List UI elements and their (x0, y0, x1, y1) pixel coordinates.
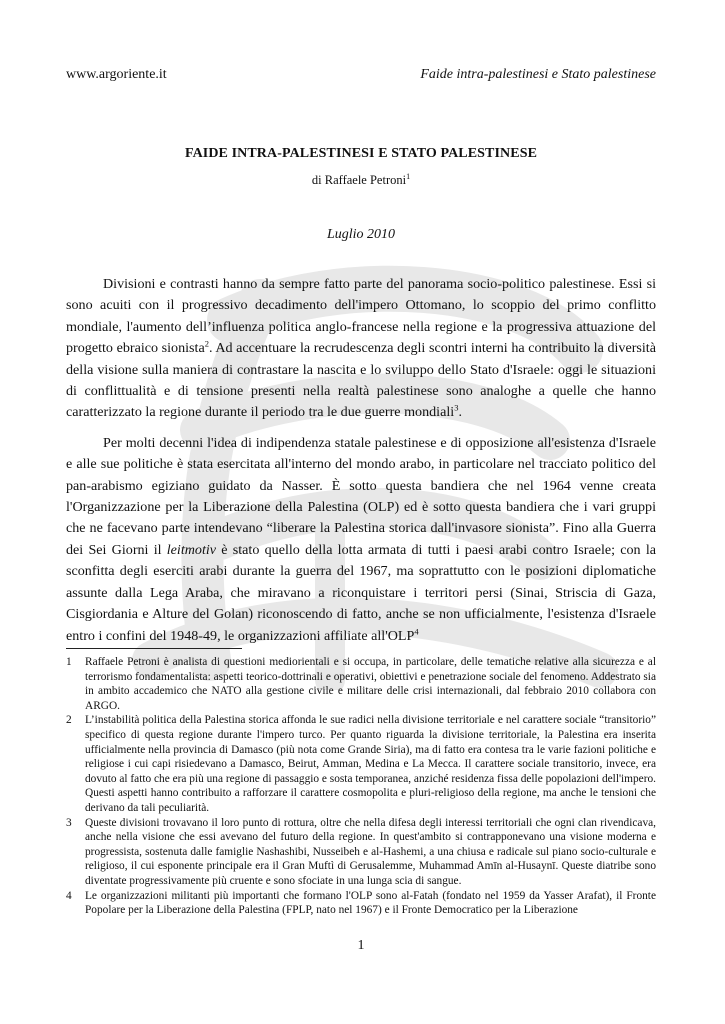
footnote-number: 1 (66, 656, 72, 668)
footnote-ref-4[interactable]: 4 (414, 625, 419, 636)
footnote-2 (66, 713, 656, 815)
footnote-number: 4 (66, 889, 72, 902)
paragraph-1-text-b: . Ad accentuare la recrudescenza degli scontri interni ha contribuito la diversità della visione sulla maniera di contrastare la nascita e lo sviluppo dello Stato d'Israele: oggi le situazioni di conflittualità e di tensione presenti nella realtà palestinese sono analoghe a quelle che hanno caratterizzato la regione durante il periodo tra le due guerre mondiali (66, 340, 656, 421)
author-line: di Raffaele Petroni (311, 173, 407, 188)
paragraph-1-text-a: Divisioni e contrasti hanno da sempre fatto parte del panorama socio-politico palestinese. Essi si sono acuiti con il progressivo decadimento dell'impero Ottomano, lo scoppio del primo conflitto mondiale, l'aumento dell’influenza politica anglo-francese nella regione e la progressiva attuazione del progetto ebraico sionista (66, 276, 656, 357)
footnote-4 (66, 889, 656, 918)
footnote-number: 2 (66, 714, 72, 727)
article-title: FAIDE INTRA-PALESTINESI E STATO PALESTINESE (184, 146, 538, 161)
running-title: Faide intra-palestinesi e Stato palestinese (420, 67, 656, 82)
paragraph-2-text-a: Per molti decenni l'idea di indipendenza statale palestinese e di opposizione all'esistenza d'Israele e alle sue politiche è stata esercitata all'interno del mondo arabo, in particolare nel tracciato politico del pan-arabismo egiziano guidato da Nasser. È sotto questa bandiera che nel 1964 venne creata l'Organizzazione per la Liberazione della Palestina (OLP) ed è sotto questa bandiera che i vari gruppi che ne facevano parte intendevano “liberare la Palestina storica dall'invasore sionista”. Fino alla Guerra dei Sei Giorni il (66, 434, 656, 558)
leitmotiv-term: leitmotiv (166, 541, 217, 558)
footnote-text: Raffaele Petroni è analista di questioni mediorientali e si occupa, in particolare, delle tematiche relative alla sicurezza e al terrorismo fondamentalista: aspetti teorico-dottrinali e operativi, obiettivi e penetrazione sociale del fenomeno. Addestrato sia in ambito accademico che NATO alla gestione civile e militare delle crisi internazionali, dal febbraio 2010 collabora con ARGO. (85, 656, 656, 712)
footnotes-section (66, 655, 656, 918)
footnote-separator (66, 648, 242, 649)
paragraph-2 (66, 433, 656, 647)
footnote-number: 3 (66, 816, 72, 829)
page-number: 1 (357, 938, 365, 953)
paragraph-1 (66, 274, 656, 424)
footnote-text: Le organizzazioni militanti più importanti che formano l'OLP sono al-Fatah (fondato nel 1959 da Yasser Arafat), il Fronte Popolare per la Liberazione della Palestina (FPLP, nato nel 1967) e il Fronte Democratico per la Liberazione (85, 889, 656, 917)
footnote-1 (66, 655, 656, 713)
footnote-ref-3[interactable]: 3 (454, 402, 459, 413)
paragraph-2-text-b: è stato quello della lotta armata di tutti i paesi arabi contro Israele; con la sconfitta degli eserciti arabi durante la guerra del 1967, ma soprattutto con le posizioni diplomatiche assunte dalla Lega Araba, che miravano a riconquistare i territori persi (Sinai, Striscia di Gaza, Cisgiordania e Alture del Golan) riconoscendo di fatto, anche se non ufficialmente, l'esistenza d'Israele entro i confini del 1948-49, le organizzazioni affiliate all'OLP (66, 541, 657, 644)
paragraph-1-text-c: . (458, 404, 462, 421)
byline (66, 172, 656, 188)
article-body (66, 274, 656, 656)
site-url[interactable]: www.argoriente.it (66, 67, 167, 82)
publication-date: Luglio 2010 (326, 227, 396, 242)
footnote-text: L’instabilità politica della Palestina storica affonda le sue radici nella divisione territoriale e nel carattere sociale “transitorio” specifico di questa regione durante l'impero turco. Per quanto riguarda la divisione territoriale, la Palestina era inserita ufficialmente nella provincia di Damasco (più nota come Grande Siria), ma di fatto era contesa tra le varie fazioni politiche e religiose i cui capi risiedevano a Damasco, Beirut, Amman, Medina e La Mecca. Il carattere sociale transitorio, invece, era dovuto al fatto che era più una regione di passaggio e sosta temporanea, anziché residenza fissa delle popolazioni dell'impero. Questi aspetti hanno contribuito a rafforzare il carattere cosmopolita e pluri-religioso della regione, ma anche le tensioni che derivano da tali peculiarità. (85, 714, 656, 814)
footnote-ref-2[interactable]: 2 (204, 338, 209, 349)
footnote-3 (66, 816, 656, 889)
footnote-ref-1[interactable]: 1 (406, 172, 411, 181)
footnote-text: Queste divisioni trovavano il loro punto di rottura, oltre che nella difesa degli interessi territoriali che ogni clan rivendicava, anche nella visione che essi avevano del futuro della regione. In quest'ambito si contrapponevano una visione moderna e progressista, sostenuta dalle famiglie Nashashibi, Nusseibeh e al-Hashemi, a una chiusa e radicale sul piano socio-culturale e religioso, il cui esponente principale era il Gran Muftì di Gerusalemme, Muhammad Amīn al-Husaynī. Queste diatribe sono diventate progressivamente più cruente e sono sfociate in una lunga scia di sangue. (85, 816, 656, 887)
page-header (66, 67, 656, 87)
